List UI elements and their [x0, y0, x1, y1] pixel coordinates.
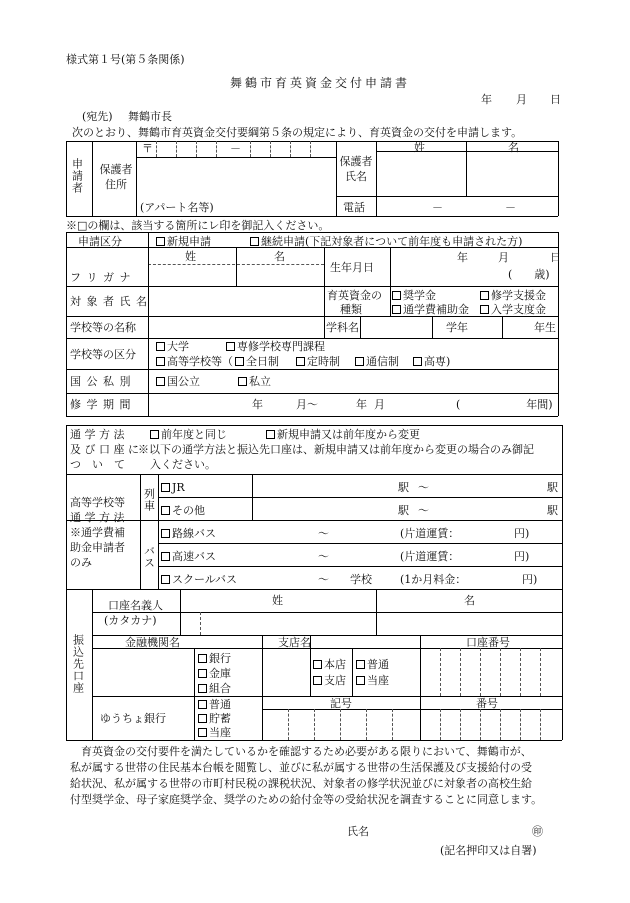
- addressee-name: 舞鶴市長: [128, 110, 172, 123]
- intro-text: 次のとおり、舞鶴市育英資金交付要綱第５条の規定により、育英資金の交付を申請します。: [72, 126, 523, 139]
- changed-option[interactable]: 新規申請又は前年度から変更: [266, 429, 420, 440]
- account-number-label: 口座番号: [466, 636, 510, 649]
- account-holder-label-2: (カタカナ): [104, 614, 157, 627]
- consent-line-2: 私が属する世帯の住民基本台帳を閲覧し、並びに私が属する世帯の生活保護及び支援給付の受: [70, 761, 532, 774]
- checkbox-icon[interactable]: [235, 357, 244, 366]
- technical-college-option[interactable]: 高専): [413, 356, 450, 367]
- jr-tilde: ～: [418, 481, 429, 494]
- express-bus-yen: 円): [514, 550, 530, 563]
- checkbox-icon[interactable]: [150, 430, 159, 439]
- birth-day-label: 日: [550, 251, 561, 264]
- route-bus-option[interactable]: 路線バス: [161, 528, 216, 539]
- ordinary-account-option[interactable]: 普通: [356, 659, 389, 670]
- checkbox-icon[interactable]: [156, 357, 165, 366]
- date-day-label: 日: [550, 93, 561, 106]
- form-title: 舞鶴市育英資金交付申請書: [230, 76, 411, 90]
- checking-account-option[interactable]: 当座: [356, 675, 389, 686]
- phone-label: 電話: [343, 201, 365, 214]
- age-label: ( 歳): [508, 268, 550, 281]
- addressee-prefix: (宛先): [82, 110, 113, 123]
- fund-type-label-1: 育英資金の: [327, 289, 382, 302]
- grade-unit-label: 年生: [534, 321, 556, 334]
- checkbox-icon[interactable]: [198, 728, 207, 737]
- application-type-label: 申請区分: [78, 235, 122, 248]
- form-number: 様式第１号(第５条関係): [66, 53, 185, 66]
- yucho-checking-option[interactable]: 当座: [198, 727, 231, 738]
- correspondence-option[interactable]: 通信制: [355, 356, 399, 367]
- department-label: 学科名: [326, 321, 359, 334]
- guardian-mei-label: 名: [508, 141, 519, 154]
- period-year-2: 年: [356, 398, 367, 411]
- commute-label-1: 通 学 方 法: [70, 428, 125, 441]
- study-support-option[interactable]: 修学支援金: [480, 290, 546, 301]
- yucho-ordinary-option[interactable]: 普通: [198, 699, 231, 710]
- public-private-label: 国 公 私 別: [70, 375, 132, 388]
- guardian-address-label: 保護者住所: [99, 163, 133, 191]
- hs-commute-label-4: 助金申請者: [70, 541, 125, 554]
- date-year-label: 年: [481, 93, 492, 106]
- other-station-from: 駅: [398, 504, 409, 517]
- school-bus-tilde: ～: [318, 573, 329, 586]
- furigana-label: フ リ ガ ナ: [70, 271, 132, 284]
- commute-label-3: つ い て: [70, 458, 125, 471]
- checkbox-icon[interactable]: [156, 342, 165, 351]
- yucho-symbol-label: 記号: [330, 697, 352, 710]
- checkbox-icon[interactable]: [296, 357, 305, 366]
- checkbox-icon[interactable]: [238, 377, 247, 386]
- public-option[interactable]: 国公立: [156, 376, 200, 387]
- yucho-bank-label: ゆうちょ銀行: [100, 712, 166, 725]
- commute-subsidy-option[interactable]: 通学費補助金: [392, 304, 469, 315]
- hs-commute-label-3: ※通学費補: [70, 526, 125, 539]
- phone-dash-2: －: [505, 201, 516, 214]
- period-month-2: 月: [374, 398, 385, 411]
- commute-label-2: 及 び 口 座 に: [70, 443, 139, 456]
- bus-label: バス: [142, 545, 156, 569]
- period-years-total: ( 年間): [456, 398, 553, 411]
- checkbox-icon[interactable]: [313, 676, 322, 685]
- other-train-option[interactable]: その他: [161, 505, 205, 516]
- checkbox-icon[interactable]: [161, 575, 170, 584]
- hs-commute-label-5: のみ: [70, 556, 92, 569]
- new-application-option[interactable]: 新規申請: [156, 236, 211, 247]
- route-bus-fare-label: (片道運賃：: [400, 527, 460, 540]
- commute-note-1: ※以下の通学方法と振込先口座は、新規申請又は前年度から変更の場合のみ御記: [138, 443, 534, 456]
- birth-date-label: 生年月日: [330, 261, 374, 274]
- account-holder-mei-label: 名: [464, 594, 475, 607]
- entrance-prep-option[interactable]: 入学支度金: [480, 304, 546, 315]
- school-type-label: 学校等の区分: [70, 348, 136, 361]
- consent-line-3: 給状況、私が属する世帯の市町村民税の課税状況、対象者の修学状況並びに対象者の高校生給: [70, 777, 532, 790]
- checkbox-icon[interactable]: [226, 342, 235, 351]
- birth-month-label: 月: [498, 251, 509, 264]
- furigana-mei-label: 名: [274, 250, 285, 263]
- grade-label: 学年: [446, 321, 468, 334]
- furigana-sei-label: 姓: [185, 250, 196, 263]
- high-school-option[interactable]: 高等学校等（: [156, 356, 233, 367]
- fund-type-label-2: 種類: [340, 303, 362, 316]
- checkbox-icon[interactable]: [313, 660, 322, 669]
- route-bus-yen: 円): [514, 527, 530, 540]
- head-office-option[interactable]: 本店: [313, 659, 346, 670]
- signature-note: (記名押印又は自署): [440, 844, 537, 857]
- other-tilde: ～: [418, 504, 429, 517]
- target-name-label: 対 象 者 氏 名: [70, 295, 148, 308]
- account-holder-sei-label: 姓: [272, 594, 283, 607]
- checkbox-icon[interactable]: [161, 506, 170, 515]
- checkbox-icon[interactable]: [198, 654, 207, 663]
- jr-station-to: 駅: [547, 481, 558, 494]
- school-name-label: 学校等の名称: [70, 321, 136, 334]
- branch-office-option[interactable]: 支店: [313, 675, 346, 686]
- express-bus-tilde: ～: [318, 550, 329, 563]
- seal-icon: ㊞: [532, 825, 543, 838]
- same-as-last-year-option[interactable]: 前年度と同じ: [150, 429, 227, 440]
- hs-commute-label-2: 通 学 方 法: [70, 511, 125, 524]
- account-holder-label-1: 口座名義人: [108, 599, 163, 612]
- checkbox-icon[interactable]: [198, 714, 207, 723]
- checkbox-icon[interactable]: [161, 529, 170, 538]
- applicant-label: 申請者: [70, 158, 84, 194]
- checkbox-icon[interactable]: [198, 684, 207, 693]
- checkbox-icon[interactable]: [355, 357, 364, 366]
- checkbox-icon[interactable]: [480, 291, 489, 300]
- jr-option[interactable]: JR: [161, 482, 185, 493]
- yucho-number-label: 番号: [476, 697, 498, 710]
- checkbox-icon[interactable]: [198, 700, 207, 709]
- period-month-1: 月～: [296, 398, 318, 411]
- part-time-option[interactable]: 定時制: [296, 356, 340, 367]
- hs-commute-label-1: 高等学校等: [70, 496, 125, 509]
- commute-note-2: 入ください。: [150, 458, 216, 471]
- bank-name-label: 金融機関名: [125, 636, 180, 649]
- period-year-1: 年: [252, 398, 263, 411]
- checkbox-icon[interactable]: [480, 305, 489, 314]
- consent-line-1: 育英資金の交付要件を満たしているかを確認するため必要がある限りにおいて、舞鶴市が、: [70, 745, 532, 758]
- route-bus-tilde: ～: [318, 527, 329, 540]
- checkbox-icon[interactable]: [156, 237, 165, 246]
- jr-station-from: 駅: [398, 481, 409, 494]
- vocational-option[interactable]: 専修学校専門課程: [226, 341, 325, 352]
- checkbox-icon[interactable]: [156, 377, 165, 386]
- date-month-label: 月: [516, 93, 527, 106]
- guardian-sei-label: 姓: [414, 141, 425, 154]
- university-option[interactable]: 大学: [156, 341, 189, 352]
- yucho-savings-option[interactable]: 貯蓄: [198, 713, 231, 724]
- other-station-to: 駅: [547, 504, 558, 517]
- postal-mark: 〒: [142, 142, 153, 155]
- school-bus-monthly-label: (1か月料金：: [400, 573, 467, 586]
- checkbox-icon[interactable]: [161, 483, 170, 492]
- checkbox-icon[interactable]: [161, 552, 170, 561]
- train-label: 列車: [142, 488, 156, 512]
- birth-year-label: 年: [457, 251, 468, 264]
- express-bus-option[interactable]: 高速バス: [161, 551, 216, 562]
- signature-label: 氏名: [347, 825, 369, 838]
- phone-dash-1: －: [432, 201, 443, 214]
- study-period-label: 修 学 期 間: [70, 398, 132, 411]
- renewal-application-option[interactable]: 継続申請(下記対象者について前年度も申請された方): [250, 236, 522, 247]
- school-bus-option[interactable]: スクールバス: [161, 574, 237, 585]
- apartment-label: (アパート名等): [140, 201, 214, 214]
- school-bus-school-word: 学校: [350, 573, 372, 586]
- checkbox-icon[interactable]: [250, 237, 259, 246]
- checkbox-note: ※□の欄は、該当する箇所にレ印を御記入ください。: [66, 219, 330, 232]
- scholarship-option[interactable]: 奨学金: [392, 290, 436, 301]
- private-option[interactable]: 私立: [238, 376, 271, 387]
- checkbox-icon[interactable]: [392, 291, 401, 300]
- consent-line-4: 付型奨学金、母子家庭奨学金、奨学のための給付金等の受給状況を調査することに同意します。: [70, 793, 543, 806]
- account-label: 振込先口座: [71, 634, 85, 694]
- school-bus-yen: 円): [522, 573, 538, 586]
- checkbox-icon[interactable]: [413, 357, 422, 366]
- shinkin-option[interactable]: 金庫: [198, 668, 231, 679]
- checkbox-icon[interactable]: [356, 660, 365, 669]
- checkbox-icon[interactable]: [392, 305, 401, 314]
- checkbox-icon[interactable]: [266, 430, 275, 439]
- branch-name-label: 支店名: [278, 636, 311, 649]
- postal-dash: －: [230, 142, 241, 155]
- bank-option[interactable]: 銀行: [198, 653, 231, 664]
- express-bus-fare-label: (片道運賃：: [400, 550, 460, 563]
- union-option[interactable]: 組合: [198, 683, 231, 694]
- checkbox-icon[interactable]: [356, 676, 365, 685]
- full-time-option[interactable]: 全日制: [235, 356, 279, 367]
- guardian-name-label: 保護者氏名: [339, 155, 373, 183]
- checkbox-icon[interactable]: [198, 669, 207, 678]
